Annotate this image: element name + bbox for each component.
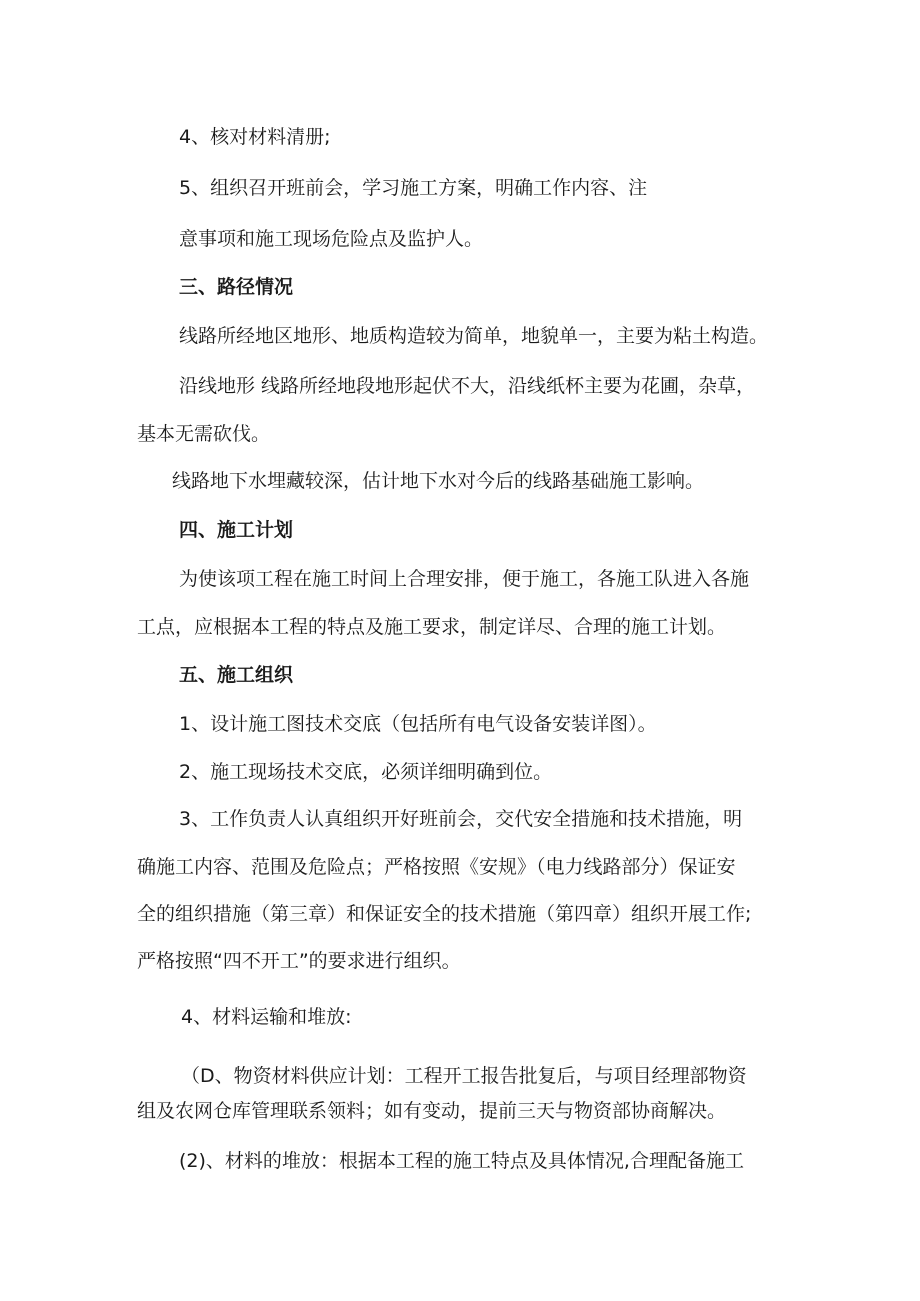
paragraph-line: 沿线地形 线路所经地段地形起伏不大，沿线纸杯主要为花圃，杂草， — [179, 375, 756, 397]
list-item-4-transport-storage: 4、材料运输和堆放: — [181, 1006, 352, 1028]
paragraph-line: 为使该项工程在施工时间上合理安排，便于施工，各施工队进入各施 — [179, 568, 750, 590]
section-heading-plan: 四、施工计划 — [179, 519, 294, 541]
paragraph-line: 确施工内容、范围及危险点；严格按照《安规》（电力线路部分）保证安 — [137, 856, 736, 878]
section-heading-organization: 五、施工组织 — [179, 664, 294, 686]
paragraph-line: 意事项和施工现场危险点及监护人。 — [179, 228, 484, 250]
paragraph-line: 工点，应根据本工程的特点及施工要求，制定详尽、合理的施工计划。 — [137, 616, 727, 638]
paragraph-line: 基本无需砍伐。 — [137, 423, 271, 445]
list-item-4-check-materials: 4、核对材料清册; — [179, 126, 331, 148]
list-item-1-design-briefing: 1、设计施工图技术交底（包括所有电气设备安装详图）。 — [179, 713, 657, 735]
sub-item-1-supply-plan: （D、物资材料供应计划：工程开工报告批复后，与项目经理部物资 — [181, 1065, 747, 1087]
list-item-2-site-briefing: 2、施工现场技术交底，必须详细明确到位。 — [179, 761, 553, 783]
paragraph-line: 严格按照“四不开工”的要求进行组织。 — [137, 950, 461, 972]
sub-item-2-material-storage: (2)、材料的堆放：根据本工程的施工特点及具体情况,合理配备施工 — [179, 1150, 744, 1172]
paragraph-line: 组及农网仓库管理联系领料；如有变动，提前三天与物资部协商解决。 — [137, 1100, 727, 1122]
paragraph-line: 全的组织措施（第三章）和保证安全的技术措施（第四章）组织开展工作; — [137, 903, 752, 925]
paragraph-line: 线路所经地区地形、地质构造较为简单，地貌单一，主要为粘土构造。 — [179, 325, 769, 347]
list-item-3-responsible-person: 3、工作负责人认真组织开好班前会，交代安全措施和技术措施，明 — [179, 808, 743, 830]
paragraph-line: 线路地下水埋藏较深，估计地下水对今后的线路基础施工影响。 — [172, 470, 705, 492]
section-heading-route: 三、路径情况 — [179, 276, 294, 298]
list-item-5-pre-shift-meeting: 5、组织召开班前会，学习施工方案，明确工作内容、注 — [179, 177, 648, 199]
